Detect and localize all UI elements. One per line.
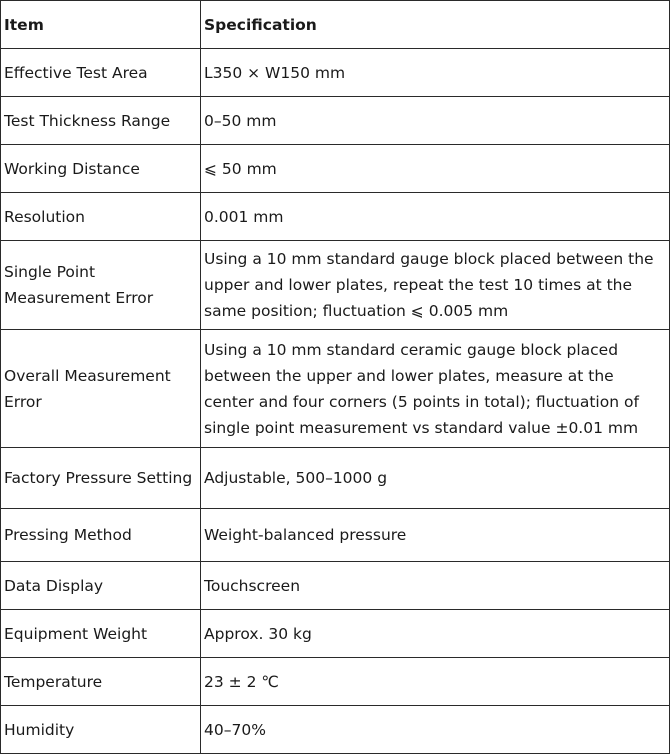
item-cell: Overall Measurement Error: [1, 330, 201, 448]
spec-cell: 0.001 mm: [201, 193, 670, 241]
header-item: Item: [1, 1, 201, 49]
table-row: [1, 509, 670, 562]
spec-cell: L350 × W150 mm: [201, 49, 670, 97]
table-row: [1, 610, 670, 658]
spec-cell: 40–70%: [201, 706, 670, 754]
table-row: [1, 145, 670, 193]
spec-cell: Using a 10 mm standard gauge block placed between the upper and lower plates, repeat the test 10 times at the same position; fluctuation ⩽ 0.005 mm: [201, 241, 670, 330]
table-row: [1, 49, 670, 97]
table-header-row: [1, 1, 670, 49]
table-row: [1, 97, 670, 145]
spec-cell: ⩽ 50 mm: [201, 145, 670, 193]
spec-cell: Adjustable, 500–1000 g: [201, 448, 670, 509]
item-cell: Effective Test Area: [1, 49, 201, 97]
table-row: [1, 562, 670, 610]
table-row: [1, 330, 670, 448]
spec-cell: Using a 10 mm standard ceramic gauge block placed between the upper and lower plates, measure at the center and four corners (5 points in total); fluctuation of single point measurement vs standard value ±0.01 mm: [201, 330, 670, 448]
item-cell: Temperature: [1, 658, 201, 706]
item-cell: Test Thickness Range: [1, 97, 201, 145]
spec-cell: Approx. 30 kg: [201, 610, 670, 658]
item-cell: Working Distance: [1, 145, 201, 193]
item-cell: Single Point Measurement Error: [1, 241, 201, 330]
item-cell: Equipment Weight: [1, 610, 201, 658]
item-cell: Factory Pressure Setting: [1, 448, 201, 509]
table-row: [1, 658, 670, 706]
table-row: [1, 193, 670, 241]
item-cell: Data Display: [1, 562, 201, 610]
spec-cell: Weight-balanced pressure: [201, 509, 670, 562]
table-row: [1, 706, 670, 754]
item-cell: Pressing Method: [1, 509, 201, 562]
item-cell: Humidity: [1, 706, 201, 754]
table-row: [1, 241, 670, 330]
header-specification: Specification: [201, 1, 670, 49]
item-cell: Resolution: [1, 193, 201, 241]
spec-cell: 0–50 mm: [201, 97, 670, 145]
spec-cell: Touchscreen: [201, 562, 670, 610]
table-row: [1, 448, 670, 509]
spec-cell: 23 ± 2 ℃: [201, 658, 670, 706]
